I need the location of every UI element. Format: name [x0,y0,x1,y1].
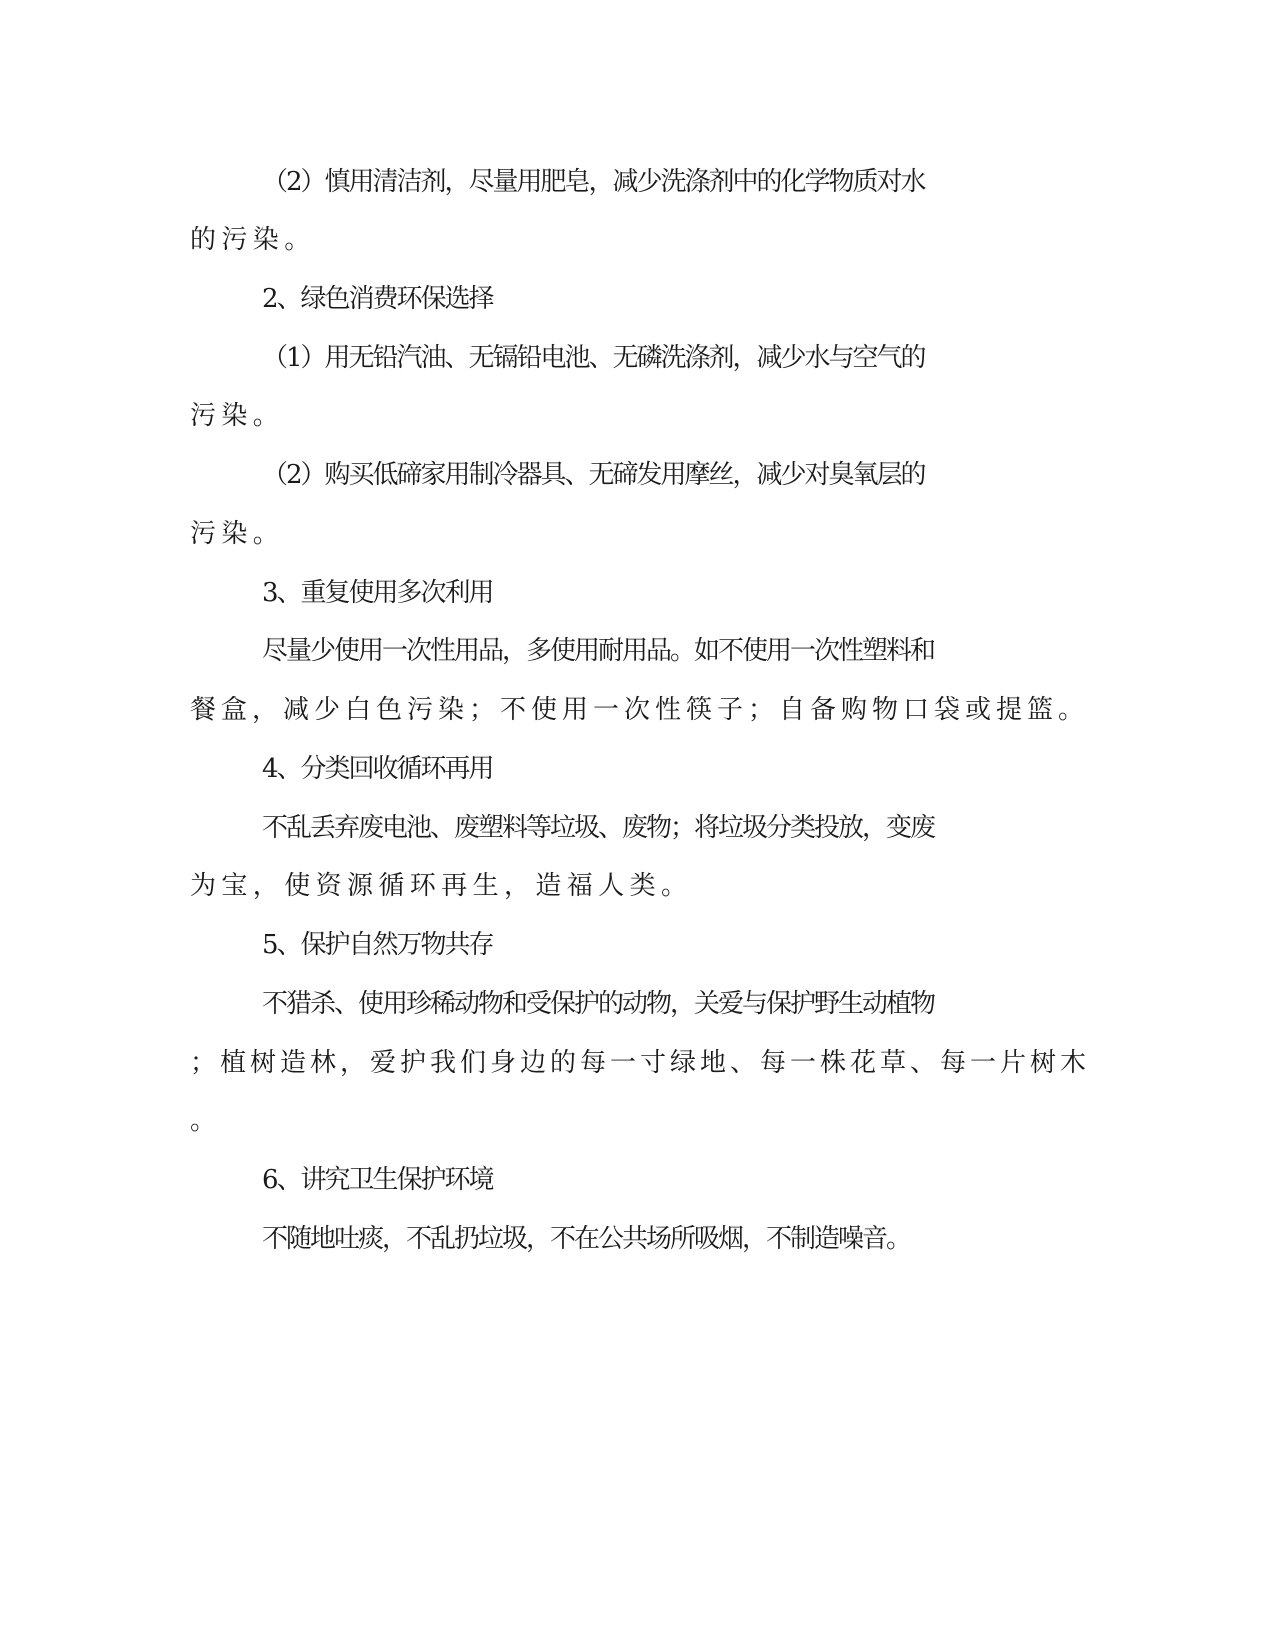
paragraph-line: （2）慎用清洁剂，尽量用肥皂，减少洗涤剂中的化学物质对水 [262,167,925,197]
section-heading: 2、绿色消费环保选择 [262,284,493,314]
paragraph-line: 不猎杀、使用珍稀动物和受保护的动物，关爱与保护野生动植物 [262,989,935,1019]
section-heading: 4、分类回收循环再用 [262,754,493,784]
paragraph-line: 污染。 [190,519,285,549]
section-heading: 6、讲究卫生保护环境 [262,1165,493,1195]
paragraph-line: 污染。 [190,401,285,431]
paragraph-line: 尽量少使用一次性用品，多使用耐用品。如不使用一次性塑料和 [262,636,935,666]
paragraph-line: （1）用无铅汽油、无镉铅电池、无磷洗涤剂，减少水与空气的 [262,343,925,373]
paragraph-line: 不随地吐痰，不乱扔垃圾，不在公共场所吸烟，不制造噪音。 [262,1224,911,1254]
paragraph-line: 餐盒，减少白色污染；不使用一次性筷子；自备购物口袋或提篮。 [190,695,1090,725]
paragraph-line: 。 [190,1106,222,1136]
paragraph-line: 的污染。 [190,225,316,255]
section-heading: 3、重复使用多次利用 [262,578,493,608]
paragraph-line: （2）购买低碲家用制冷器具、无碲发用摩丝，减少对臭氧层的 [262,460,925,490]
section-heading: 5、保护自然万物共存 [262,930,493,960]
paragraph-line: ；植树造林，爱护我们身边的每一寸绿地、每一株花草、每一片树木 [190,1048,1091,1078]
paragraph-line: 不乱丢弃废电池、废塑料等垃圾、废物；将垃圾分类投放，变废 [262,813,935,843]
paragraph-line: 为宝，使资源循环再生，造福人类。 [190,871,693,901]
